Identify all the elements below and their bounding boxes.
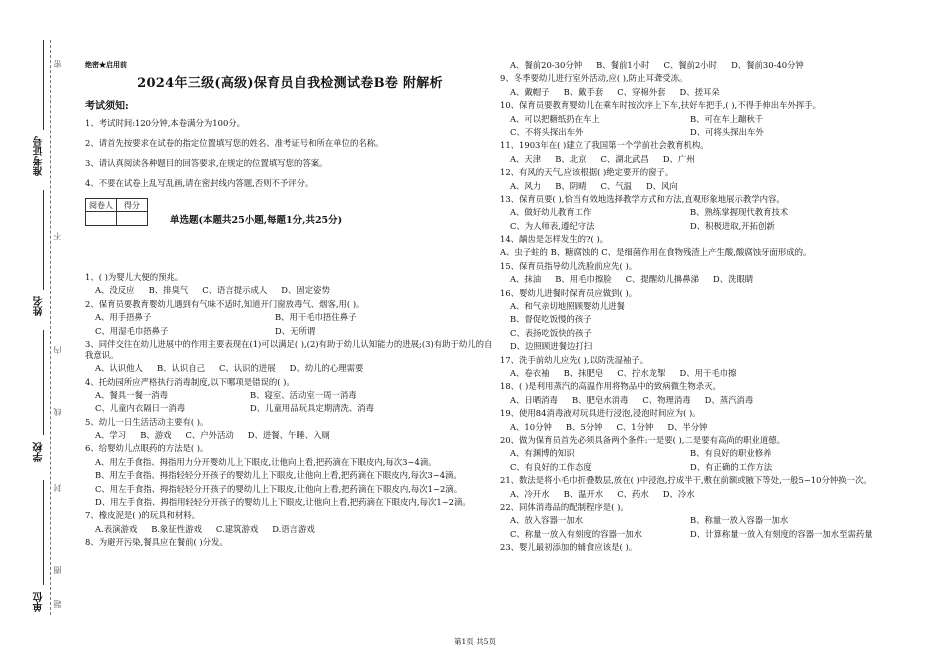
score-label: 得分: [117, 199, 148, 212]
option[interactable]: A.表演游戏: [95, 523, 138, 534]
left-column: [85, 60, 495, 551]
option[interactable]: A、风力: [510, 180, 542, 191]
option[interactable]: D、用左手食指、拇指用轻轻分开孩子的婴幼儿上下眼皮,让他向上看,把药滴在下眼皮内,每次1~2滴。: [95, 497, 471, 508]
option[interactable]: A、餐具一餐一消毒: [95, 389, 169, 400]
reviewer-cell[interactable]: [86, 212, 117, 226]
option[interactable]: A、有渊博的知识: [510, 448, 575, 459]
right-column: [500, 60, 920, 555]
option[interactable]: C、称量一放入有刻度的容器一加水: [510, 528, 643, 539]
option-row: [500, 422, 920, 433]
question-text: 23、婴儿最初添加的辅食应该是( )。: [500, 542, 638, 553]
option-row: [500, 181, 920, 192]
option[interactable]: B、排臭气: [148, 285, 189, 296]
option-row: [85, 285, 495, 296]
unit-blank: [43, 480, 44, 585]
notice-item: 3、请认真阅读各种题目的回答要求,在规定的位置填写您的答案。: [85, 158, 328, 168]
name-blank: [43, 190, 44, 290]
seal-char: 密: [53, 60, 62, 68]
option[interactable]: B、阴晴: [555, 180, 587, 191]
notice-list: [85, 118, 495, 189]
option[interactable]: A、没反应: [95, 285, 135, 296]
option[interactable]: A、用左手食指、拇指用力分开婴幼儿上下眼皮,让他向上看,把药滴在下眼皮内,每次3~4滴。: [95, 456, 437, 467]
option-row: [500, 60, 920, 71]
option[interactable]: A、冷开水: [510, 488, 550, 499]
option[interactable]: B、用干毛巾捂住鼻子: [275, 312, 357, 323]
question-text: 19、使用84消毒液对玩具进行浸泡,浸泡时间应为( )。: [500, 408, 701, 419]
page-footer: 第1页 共5页: [454, 637, 496, 646]
question-text: 10、保育员要教育婴幼儿在乘车时按次序上下车,扶好车把手,( ),不得手伸出车外挥手。: [500, 100, 821, 111]
question-text: 22、同体消毒品的配制程序是( )。: [500, 501, 629, 512]
seal-char: 题: [53, 600, 62, 608]
notice-item: 1、考试时间:120分钟,本卷满分为100分。: [85, 118, 246, 128]
score-box: [85, 198, 148, 226]
seal-char: 圈: [53, 566, 62, 574]
option[interactable]: B、戴手套: [563, 86, 604, 97]
option[interactable]: C、穿棉外套: [617, 86, 666, 97]
option-row: [500, 368, 920, 379]
option[interactable]: A、日晒消毒: [510, 394, 558, 405]
option[interactable]: C、物理消毒: [642, 394, 691, 405]
option-row: [85, 326, 495, 337]
option[interactable]: A、可以把糖纸扔在车上: [510, 113, 600, 124]
option[interactable]: C、药水: [617, 488, 649, 499]
unit-label: 单位: [34, 592, 45, 612]
option[interactable]: A、戴帽子: [510, 86, 550, 97]
question-text: 16、婴幼儿进餐时保育员应做到( )。: [500, 287, 638, 298]
option[interactable]: A、抹油: [510, 274, 542, 285]
option[interactable]: D、洗眼睛: [713, 274, 754, 285]
question-text: 15、保育员指导幼儿洗脸前应先( )。: [500, 260, 638, 271]
option[interactable]: C、拧水龙掣: [617, 367, 666, 378]
option[interactable]: D.语言游戏: [272, 523, 315, 534]
option[interactable]: A、和气亲切地照顾婴幼儿进餐: [510, 301, 625, 312]
option[interactable]: D、冷水: [662, 488, 695, 499]
option[interactable]: B、北京: [555, 153, 587, 164]
option[interactable]: D、儿童用品玩具定期清洗、消毒: [250, 403, 374, 414]
option-row: [500, 462, 920, 473]
option[interactable]: D、计算称量一放入有刻度的容器一加水至需药量: [690, 528, 873, 539]
right-question-list: [500, 60, 920, 553]
school-blank: [43, 330, 44, 435]
question-text: 12、有风的天气,应该根据( )绝定要开的窗子。: [500, 167, 674, 178]
option[interactable]: B、督促吃饭慢的孩子: [510, 314, 592, 325]
option[interactable]: D、用干毛巾擦: [679, 367, 737, 378]
option-row: [500, 221, 920, 232]
seal-char: 不: [53, 232, 62, 240]
notice-heading: 考试须知:: [85, 101, 129, 112]
option[interactable]: C、有良好的工作态度: [510, 461, 592, 472]
option[interactable]: B、称量一放入容器一加水: [690, 515, 789, 526]
option[interactable]: C、为人师表,遵纪守法: [510, 220, 595, 231]
option[interactable]: D、广州: [662, 153, 695, 164]
notice-item: 2、请首先按要求在试卷的指定位置填写您的姓名、准考证号和所在单位的名称。: [85, 138, 384, 148]
binding-strip: [0, 0, 70, 671]
question-text: 7、橡皮泥是( )的玩具和材料。: [85, 510, 201, 521]
option[interactable]: D、幼儿的心理需要: [289, 363, 364, 374]
option[interactable]: C、湖北武昌: [600, 153, 649, 164]
option[interactable]: D、搓耳朵: [679, 86, 720, 97]
option[interactable]: C、儿童内衣隔日一消毒: [95, 403, 186, 414]
question-text: 14、龋齿是怎样发生的?( )。: [500, 234, 609, 245]
option[interactable]: D、有正确的工作方法: [690, 461, 773, 472]
option[interactable]: B、有良好的职业修养: [690, 448, 772, 459]
reviewer-label: 阅卷人: [86, 199, 117, 212]
option-row: [85, 312, 495, 323]
question-text: 6、给婴幼儿点眼药的方法是( )。: [85, 443, 209, 454]
option-row: [500, 448, 920, 459]
question-text: 21、数法是将小毛巾折叠数层,放在( )中浸泡,拧成半干,敷在前额或腋下等处,一般5~10分钟换一次。: [500, 475, 872, 486]
option-row: [500, 529, 920, 540]
option[interactable]: D、可将头探出车外: [690, 126, 764, 137]
seal-char: 线: [53, 408, 62, 416]
option-row: [500, 207, 920, 218]
option[interactable]: B、寝室、活动室一周一消毒: [250, 389, 357, 400]
option[interactable]: C、气温: [600, 180, 633, 191]
score-cell[interactable]: [117, 212, 148, 226]
option[interactable]: C、不将头探出车外: [510, 126, 584, 137]
option[interactable]: D、餐前30-40分钟: [731, 60, 804, 70]
question-text: 1、( )为婴儿大便的预兆。: [85, 272, 184, 282]
option[interactable]: B、用毛巾擦脸: [555, 274, 612, 285]
section-heading: 单选题(本题共25小题,每题1分,共25分): [170, 215, 343, 226]
seal-char: 封: [53, 484, 62, 492]
question-text: A、虫子蛀的 B、糖腐蚀的 C、是细菌作用在食物残渣上产生酸,酸腐蚀牙面形成的。: [500, 247, 812, 258]
option-row: [500, 154, 920, 165]
option[interactable]: A、10分钟: [510, 421, 552, 432]
secret-mark: 绝密★启用前: [85, 60, 127, 69]
option[interactable]: C、用湿毛巾捂鼻子: [95, 325, 169, 336]
option[interactable]: B、熟练掌握现代教育技术: [690, 207, 789, 218]
name-label: 姓名: [34, 296, 45, 316]
option-row: [500, 274, 920, 285]
option-row: [500, 114, 920, 125]
option[interactable]: C.建筑游戏: [215, 523, 259, 534]
notice-item: 4、不要在试卷上乱写乱画,请在密封线内答题,否则不予评分。: [85, 178, 314, 188]
option[interactable]: C、语言提示成人: [202, 285, 268, 296]
option[interactable]: D、进餐、午睡、入厕: [247, 430, 330, 441]
question-text: 3、同伴交往在幼儿进展中的作用主要表现在(1)可以满足( ),(2)有助于幼儿认知能力的进展;(3)有助于幼儿的自我意识。: [85, 338, 493, 360]
option[interactable]: C、提醒幼儿擤鼻涕: [625, 274, 700, 285]
option-row: [500, 515, 920, 526]
seal-line: [50, 40, 51, 615]
left-question-list: [85, 272, 495, 548]
option-row: [500, 395, 920, 406]
option[interactable]: D、半分钟: [667, 421, 708, 432]
option[interactable]: A、餐前20-30分钟: [510, 60, 583, 70]
candidate-no-blank: [43, 40, 44, 130]
option[interactable]: C、认识的进展: [218, 363, 276, 374]
option[interactable]: A、放入容器一加水: [510, 515, 584, 526]
option[interactable]: D、积极进取,开拓创新: [690, 220, 775, 231]
option[interactable]: B、游戏: [140, 430, 172, 441]
option[interactable]: C、餐前2小时: [663, 60, 718, 70]
option[interactable]: A、做好幼儿教育工作: [510, 207, 592, 218]
option[interactable]: D、蒸汽消毒: [704, 394, 754, 405]
question-text: 11、1903年在( )建立了我国第一个学前社会教育机构。: [500, 140, 709, 151]
option[interactable]: A、卷衣袖: [510, 367, 550, 378]
option[interactable]: B、肥皂水消毒: [571, 394, 629, 405]
question-text: 13、保育员要( ),恰当有效地选择教学方式和方法,直观形象地展示教学内容。: [500, 193, 785, 204]
option[interactable]: C、用左手食指、拇指轻轻分开孩子的婴幼儿上下眼皮,让他向上看,把药滴在下眼皮内,每次1~2滴。: [95, 483, 463, 494]
option-row: [85, 403, 495, 414]
question-text: 17、洗手前幼儿应先( ),以防洗湿袖子。: [500, 354, 649, 365]
option[interactable]: D、边照顾进餐边打扫: [510, 341, 593, 352]
option[interactable]: B、温开水: [563, 488, 604, 499]
option-row: [85, 430, 495, 441]
option[interactable]: D、风向: [646, 180, 678, 191]
option[interactable]: A、用手捂鼻子: [95, 312, 152, 323]
option[interactable]: B、可在车上蹦秋千: [690, 113, 764, 124]
option[interactable]: B、用左手食指、拇指轻轻分开孩子的婴幼儿上下眼皮,让他向上看,把药滴在下眼皮内,每次3~4滴。: [95, 470, 462, 481]
option[interactable]: B、5分钟: [565, 421, 603, 432]
seal-char: 内: [53, 346, 62, 354]
option-row: [85, 390, 495, 401]
option[interactable]: C、1分钟: [616, 421, 654, 432]
option-row: [85, 363, 495, 374]
question-text: 4、托幼园所应严格执行消毒制度,以下哪项是错误的( )。: [85, 376, 295, 387]
option-row: [500, 87, 920, 98]
question-text: 9、冬季要幼儿进行室外活动,应( ),防止耳聋受冻。: [500, 73, 688, 84]
option[interactable]: B.象征性游戏: [151, 523, 202, 534]
option[interactable]: A、认识他人: [95, 363, 143, 374]
question-text: 2、保育员要教育婴幼儿遇到有气味不适时,知道开门窗放毒气、烟客,用( )。: [85, 298, 365, 309]
question-text: 5、幼儿一日生活活动主要有( )。: [85, 416, 209, 427]
page-title: 2024年三级(高级)保育员自我检测试卷B卷 附解析: [137, 76, 443, 91]
option-row: [85, 524, 495, 535]
option[interactable]: B、餐前1小时: [596, 60, 650, 70]
option-row: [500, 489, 920, 500]
option[interactable]: B、认识自己: [156, 363, 205, 374]
option[interactable]: C、户外活动: [185, 430, 234, 441]
question-text: 18、( )是利用蒸汽的高温作用将物品中的致病微生物杀灭。: [500, 381, 721, 392]
option[interactable]: D、无所谓: [275, 325, 316, 336]
option[interactable]: A、天津: [510, 153, 542, 164]
question-text: 8、为避开污染,餐具应在餐前( )分发。: [85, 537, 228, 548]
candidate-no-label: 准考证号: [34, 136, 45, 176]
option-row: [500, 127, 920, 138]
question-text: 20、做为保育员首先必须具备两个条件:一是要( ),二是要有高尚的职业道德。: [500, 434, 785, 445]
school-label: 学校: [34, 442, 45, 462]
option[interactable]: B、抹肥皂: [563, 367, 604, 378]
option[interactable]: C、表扬吃饭快的孩子: [510, 327, 592, 338]
option[interactable]: A、学习: [95, 430, 127, 441]
option[interactable]: D、固定姿势: [281, 285, 330, 296]
